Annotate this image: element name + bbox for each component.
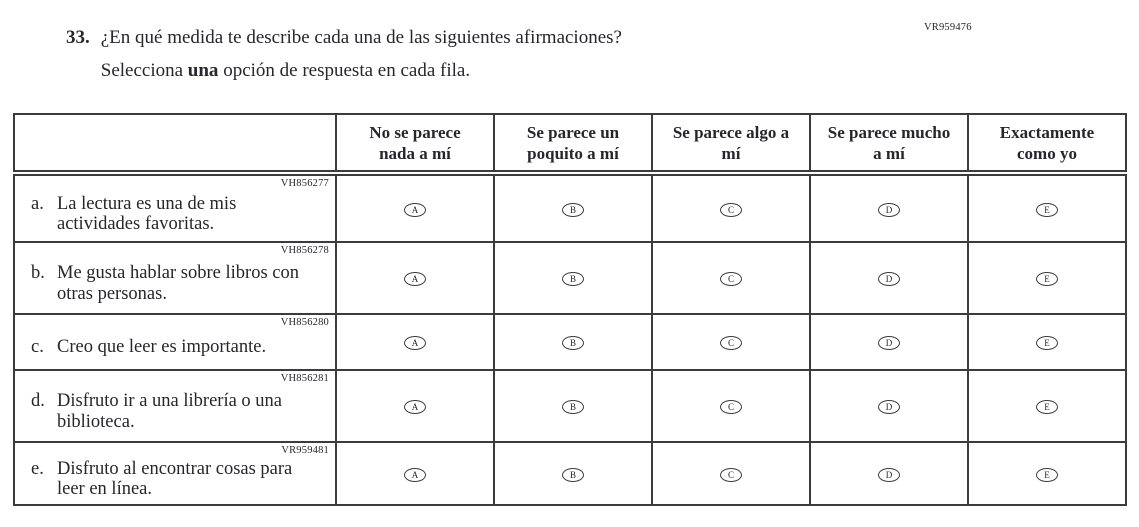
option-cell bbox=[810, 242, 968, 314]
option-bubble-d[interactable]: D bbox=[878, 468, 900, 482]
statement-row-b bbox=[14, 242, 1126, 314]
option-bubble-e[interactable]: E bbox=[1036, 336, 1058, 350]
option-cell bbox=[652, 173, 810, 242]
option-bubble-c[interactable]: C bbox=[720, 203, 742, 217]
option-cell bbox=[494, 314, 652, 370]
option-cell bbox=[652, 370, 810, 442]
option-cell bbox=[336, 242, 494, 314]
option-bubble-a[interactable]: A bbox=[404, 468, 426, 482]
option-bubble-d[interactable]: D bbox=[878, 400, 900, 414]
option-cell bbox=[968, 314, 1126, 370]
question-number: 33. bbox=[66, 27, 90, 48]
statement bbox=[31, 263, 315, 304]
instruction-suffix: opción de respuesta en cada fila. bbox=[218, 60, 471, 81]
accession-code: VR959476 bbox=[924, 22, 972, 33]
response-table bbox=[13, 113, 1127, 506]
option-cell bbox=[336, 173, 494, 242]
statement-letter: d. bbox=[31, 391, 45, 411]
statement-row-d bbox=[14, 370, 1126, 442]
option-bubble-a[interactable]: A bbox=[404, 400, 426, 414]
option-bubble-b[interactable]: B bbox=[562, 272, 584, 286]
option-bubble-b[interactable]: B bbox=[562, 336, 584, 350]
statement-text: La lectura es una de mis actividades favoritas. bbox=[57, 193, 237, 234]
statement-text: Disfruto al encontrar cosas para leer en línea. bbox=[57, 458, 293, 499]
statement-letter: c. bbox=[31, 337, 44, 358]
statement bbox=[31, 458, 315, 500]
option-cell bbox=[810, 173, 968, 242]
statement-text: Creo que leer es importante. bbox=[57, 337, 267, 358]
option-cell bbox=[652, 314, 810, 370]
option-bubble-d[interactable]: D bbox=[878, 336, 900, 350]
option-bubble-e[interactable]: E bbox=[1036, 400, 1058, 414]
item-code: VH856281 bbox=[280, 373, 329, 384]
option-bubble-a[interactable]: A bbox=[404, 203, 426, 217]
statement-row-a bbox=[14, 173, 1126, 242]
column-header-5: Exactamente como yo bbox=[968, 114, 1126, 173]
option-cell bbox=[336, 314, 494, 370]
column-header-4: Se parece mucho a mí bbox=[810, 114, 968, 173]
option-cell bbox=[652, 242, 810, 314]
statement-text: Me gusta hablar sobre libros con otras personas. bbox=[57, 263, 299, 304]
option-cell bbox=[494, 242, 652, 314]
option-bubble-b[interactable]: B bbox=[562, 203, 584, 217]
option-cell bbox=[968, 242, 1126, 314]
item-code: VH856278 bbox=[280, 245, 329, 256]
option-bubble-d[interactable]: D bbox=[878, 272, 900, 286]
statement-cell-b bbox=[14, 242, 336, 314]
option-bubble-c[interactable]: C bbox=[720, 468, 742, 482]
option-cell bbox=[336, 442, 494, 505]
header-empty-cell bbox=[14, 114, 336, 173]
option-cell bbox=[968, 173, 1126, 242]
option-bubble-e[interactable]: E bbox=[1036, 272, 1058, 286]
option-bubble-c[interactable]: C bbox=[720, 400, 742, 414]
option-bubble-c[interactable]: C bbox=[720, 272, 742, 286]
option-bubble-b[interactable]: B bbox=[562, 400, 584, 414]
statement-text: Disfruto ir a una librería o una biblioteca. bbox=[57, 391, 283, 432]
option-bubble-e[interactable]: E bbox=[1036, 468, 1058, 482]
option-cell bbox=[494, 173, 652, 242]
header-row bbox=[14, 114, 1126, 173]
option-cell bbox=[336, 370, 494, 442]
statement-row-e bbox=[14, 442, 1126, 505]
statement bbox=[31, 193, 315, 235]
question-text: ¿En qué medida te describe cada una de las siguientes afirmaciones? bbox=[100, 27, 622, 48]
option-cell bbox=[810, 314, 968, 370]
item-code: VH856277 bbox=[280, 178, 329, 189]
option-cell bbox=[968, 370, 1126, 442]
statement bbox=[31, 391, 315, 432]
statement bbox=[31, 337, 315, 358]
statement-cell-d bbox=[14, 370, 336, 442]
option-bubble-e[interactable]: E bbox=[1036, 203, 1058, 217]
item-code: VH856280 bbox=[280, 317, 329, 328]
statement-cell-e bbox=[14, 442, 336, 505]
instruction-bold: una bbox=[187, 60, 219, 81]
option-bubble-c[interactable]: C bbox=[720, 336, 742, 350]
item-code: VR959481 bbox=[281, 445, 329, 456]
question-instruction bbox=[101, 59, 622, 83]
column-header-3: Se parece algo a mí bbox=[652, 114, 810, 173]
option-bubble-b[interactable]: B bbox=[562, 468, 584, 482]
question-block bbox=[66, 26, 622, 83]
statement-letter: a. bbox=[31, 193, 44, 214]
option-cell bbox=[810, 370, 968, 442]
option-cell bbox=[810, 442, 968, 505]
statement-cell-c bbox=[14, 314, 336, 370]
column-header-2: Se parece un poquito a mí bbox=[494, 114, 652, 173]
question-text-lines bbox=[101, 26, 622, 83]
statement-cell-a bbox=[14, 173, 336, 242]
instruction-prefix: Selecciona bbox=[100, 60, 188, 81]
statement-letter: e. bbox=[31, 458, 44, 479]
option-cell bbox=[494, 442, 652, 505]
statement-letter: b. bbox=[31, 263, 45, 283]
option-bubble-a[interactable]: A bbox=[404, 272, 426, 286]
option-cell bbox=[968, 442, 1126, 505]
option-bubble-d[interactable]: D bbox=[878, 203, 900, 217]
option-cell bbox=[652, 442, 810, 505]
option-cell bbox=[494, 370, 652, 442]
statement-row-c bbox=[14, 314, 1126, 370]
option-bubble-a[interactable]: A bbox=[404, 336, 426, 350]
column-header-1: No se parece nada a mí bbox=[336, 114, 494, 173]
